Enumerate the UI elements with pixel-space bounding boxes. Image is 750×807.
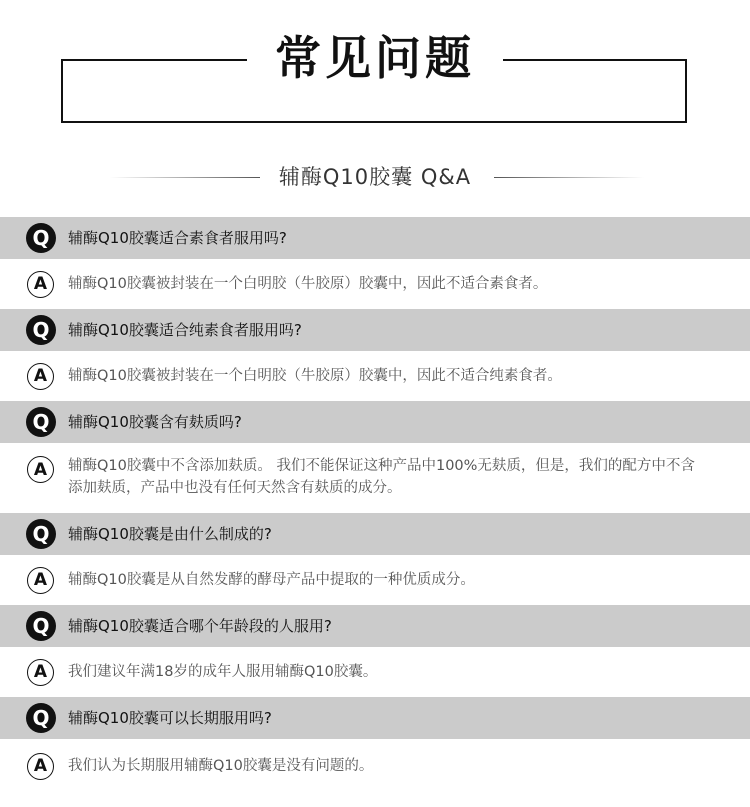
answer-icon: A: [27, 753, 54, 780]
question-icon: Q: [26, 407, 56, 437]
faq-question: [0, 217, 750, 259]
question-icon: Q: [26, 519, 56, 549]
question-text: 辅酶Q10胶囊适合哪个年龄段的人服用?: [68, 617, 332, 635]
faq-answer: [0, 443, 750, 513]
faq-question: [0, 605, 750, 647]
answer-icon: A: [27, 363, 54, 390]
question-text: 辅酶Q10胶囊是由什么制成的?: [68, 525, 272, 543]
faq-list: [0, 217, 750, 793]
page-title: 常见问题: [247, 31, 503, 85]
faq-question: [0, 401, 750, 443]
answer-text: 我们认为长期服用辅酶Q10胶囊是没有问题的。: [68, 758, 374, 774]
answer-icon: A: [27, 659, 54, 686]
faq-answer: [0, 555, 750, 605]
subtitle-divider-right: [494, 177, 644, 178]
faq-question: [0, 309, 750, 351]
faq-question: [0, 513, 750, 555]
faq-question: [0, 697, 750, 739]
page-subtitle: 辅酶Q10胶囊 Q&A: [278, 165, 472, 189]
answer-icon: A: [27, 271, 54, 298]
question-icon: Q: [26, 703, 56, 733]
faq-answer: [0, 739, 750, 793]
subtitle-row: [0, 160, 750, 194]
faq-answer: [0, 259, 750, 309]
answer-text: 辅酶Q10胶囊是从自然发酵的酵母产品中提取的一种优质成分。: [68, 572, 475, 588]
faq-answer: [0, 647, 750, 697]
answer-icon: A: [27, 567, 54, 594]
question-text: 辅酶Q10胶囊含有麸质吗?: [68, 413, 242, 431]
question-text: 辅酶Q10胶囊适合纯素食者服用吗?: [68, 321, 302, 339]
faq-answer: [0, 351, 750, 401]
question-icon: Q: [26, 611, 56, 641]
question-icon: Q: [26, 315, 56, 345]
answer-text: 辅酶Q10胶囊被封装在一个白明胶（牛胶原）胶囊中，因此不适合素食者。: [68, 276, 548, 292]
question-icon: Q: [26, 223, 56, 253]
answer-text: 辅酶Q10胶囊被封装在一个白明胶（牛胶原）胶囊中，因此不适合纯素食者。: [68, 368, 562, 384]
answer-text: 辅酶Q10胶囊中不含添加麸质。 我们不能保证这种产品中100%无麸质，但是，我们的配方中不含添加麸质，产品中也没有任何天然含有麸质的成分。: [68, 458, 695, 496]
answer-icon: A: [27, 456, 54, 483]
question-text: 辅酶Q10胶囊可以长期服用吗?: [68, 709, 272, 727]
page-title-wrap: [0, 30, 750, 86]
answer-text: 我们建议年满18岁的成年人服用辅酶Q10胶囊。: [68, 664, 378, 680]
question-text: 辅酶Q10胶囊适合素食者服用吗?: [68, 229, 287, 247]
